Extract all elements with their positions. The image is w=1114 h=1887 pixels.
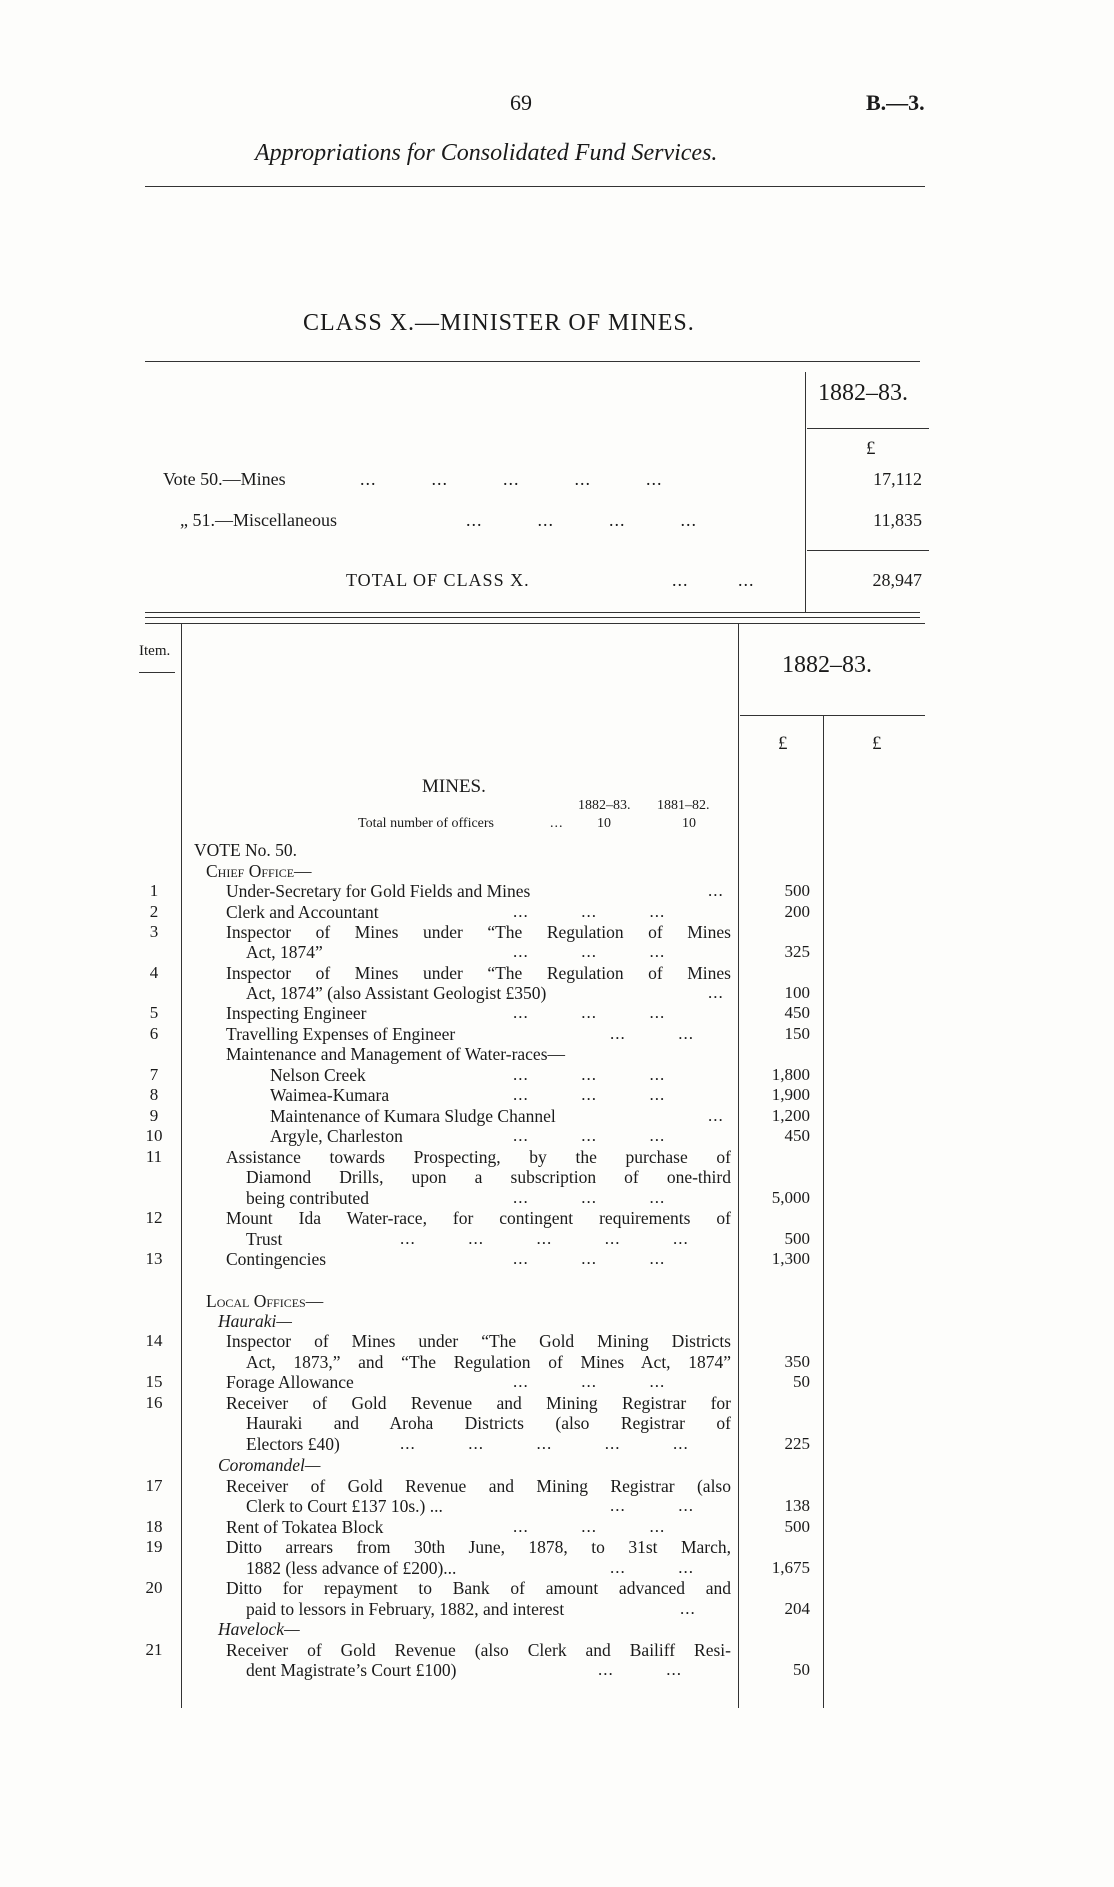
item-number: 12 bbox=[145, 1208, 163, 1227]
item-description: Under-Secretary for Gold Fields and Mines bbox=[226, 881, 531, 901]
item-number: 2 bbox=[149, 902, 159, 921]
item-number: 5 bbox=[149, 1003, 159, 1022]
item-number: 9 bbox=[149, 1106, 159, 1125]
leader-dots: ... bbox=[708, 1106, 724, 1125]
class-title: CLASS X.—MINISTER OF MINES. bbox=[303, 310, 695, 336]
item-description: Trust bbox=[246, 1229, 283, 1249]
item-description: Ditto for repayment to Bank of amount advanced and bbox=[226, 1578, 731, 1598]
section-title: MINES. bbox=[422, 776, 486, 797]
item-number: 20 bbox=[145, 1578, 163, 1597]
leader-dots: ... ... ... bbox=[513, 1065, 666, 1084]
item-description: Clerk and Accountant bbox=[226, 902, 379, 922]
item-description: Ditto arrears from 30th June, 1878, to 31st March, bbox=[226, 1537, 731, 1557]
item-description: paid to lessors in February, 1882, and interest bbox=[246, 1599, 565, 1619]
leader-dots: ... ... ... bbox=[513, 1517, 666, 1536]
leader-dots: ... ... bbox=[598, 1660, 682, 1679]
item-description: Travelling Expenses of Engineer bbox=[226, 1024, 456, 1044]
item-description: Argyle, Charleston bbox=[270, 1126, 403, 1146]
summary-top-rule bbox=[145, 361, 920, 362]
item-amount: 50 bbox=[793, 1660, 810, 1679]
item-description: Diamond Drills, upon a subscription of one-third bbox=[246, 1167, 731, 1187]
item-number: 18 bbox=[145, 1517, 163, 1536]
summary-total-rule bbox=[807, 550, 929, 551]
summary-bottom-rule bbox=[145, 612, 920, 613]
officers-year-current: 1882–83. bbox=[578, 798, 631, 813]
item-description: Clerk to Court £137 10s.) ... bbox=[246, 1496, 443, 1516]
item-number: 16 bbox=[145, 1393, 163, 1412]
leader-dots: ... ... ... bbox=[513, 942, 666, 961]
item-description: Inspector of Mines under “The Regulation of Mines bbox=[226, 963, 731, 983]
summary-currency: £ bbox=[866, 438, 876, 459]
leader-dots: ... ... ... bbox=[513, 1372, 666, 1391]
leader-dots: ... ... ... ... ... bbox=[400, 1434, 689, 1453]
item-amount: 1,200 bbox=[771, 1106, 810, 1125]
item-amount: 500 bbox=[784, 1229, 810, 1248]
item-amount: 200 bbox=[784, 902, 810, 921]
item-amount: 500 bbox=[784, 881, 810, 900]
item-description: being contributed bbox=[246, 1188, 369, 1208]
leader-dots: ... ... ... ... bbox=[466, 510, 697, 530]
item-amount: 1,675 bbox=[771, 1558, 810, 1577]
item-amount: 100 bbox=[784, 983, 810, 1002]
item-amount: 450 bbox=[784, 1126, 810, 1145]
water-races-heading: Maintenance and Management of Water-races— bbox=[226, 1044, 566, 1064]
summary-total-amount: 28,947 bbox=[872, 570, 922, 590]
item-number: 7 bbox=[149, 1065, 159, 1084]
page-number: 69 bbox=[510, 90, 532, 115]
leader-dots: ... ... bbox=[610, 1024, 694, 1043]
district-heading-coromandel: Coromandel— bbox=[218, 1455, 321, 1475]
item-number: 14 bbox=[145, 1331, 163, 1350]
summary-bottom-rule-double bbox=[145, 617, 920, 618]
item-description: dent Magistrate’s Court £100) bbox=[246, 1660, 457, 1680]
leader-dots: ... bbox=[708, 983, 724, 1002]
local-offices-heading: Local Offices— bbox=[206, 1291, 324, 1311]
officers-count-current: 10 bbox=[597, 816, 611, 831]
header-rule bbox=[145, 186, 925, 187]
item-amount: 500 bbox=[784, 1517, 810, 1536]
item-amount: 1,900 bbox=[771, 1085, 810, 1104]
leader-dots: ... ... ... bbox=[513, 1085, 666, 1104]
item-number: 8 bbox=[149, 1085, 159, 1104]
item-heading-rule bbox=[139, 672, 175, 673]
detail-heading-rule bbox=[740, 715, 925, 716]
summary-column-rule bbox=[805, 372, 806, 612]
summary-total-label: TOTAL OF CLASS X. bbox=[346, 570, 530, 590]
summary-row-label: „ 51.—Miscellaneous bbox=[180, 510, 337, 530]
item-heading: Item. bbox=[139, 643, 171, 659]
summary-year-heading: 1882–83. bbox=[818, 380, 908, 406]
item-amount: 150 bbox=[784, 1024, 810, 1043]
item-description: Hauraki and Aroha Districts (also Registrar of bbox=[246, 1413, 731, 1433]
item-amount: 1,800 bbox=[771, 1065, 810, 1084]
item-amount: 204 bbox=[784, 1599, 810, 1618]
leader-dots: ... ... bbox=[672, 570, 755, 590]
item-number: 21 bbox=[145, 1640, 163, 1659]
item-description: Rent of Tokatea Block bbox=[226, 1517, 384, 1537]
item-number: 3 bbox=[149, 922, 159, 941]
district-heading-hauraki: Hauraki— bbox=[218, 1311, 292, 1331]
leader-dots: ... ... bbox=[610, 1496, 694, 1515]
item-description: Act, 1874” (also Assistant Geologist £350) bbox=[246, 983, 547, 1003]
item-number: 19 bbox=[145, 1537, 163, 1556]
detail-amount-column-rule bbox=[738, 623, 739, 1708]
detail-top-rule bbox=[145, 623, 925, 624]
item-number: 10 bbox=[145, 1126, 163, 1145]
item-description: Assistance towards Prospecting, by the purchase of bbox=[226, 1147, 731, 1167]
leader-dots: ... ... ... ... ... bbox=[400, 1229, 689, 1248]
leader-dots: ... ... ... bbox=[513, 1249, 666, 1268]
item-description: Nelson Creek bbox=[270, 1065, 366, 1085]
item-description: Waimea-Kumara bbox=[270, 1085, 390, 1105]
leader-dots: ... ... ... bbox=[513, 902, 666, 921]
summary-row-label: Vote 50.—Mines bbox=[163, 469, 286, 489]
item-amount: 138 bbox=[784, 1496, 810, 1515]
item-amount: 1,300 bbox=[771, 1249, 810, 1268]
item-number: 17 bbox=[145, 1476, 163, 1495]
summary-row-amount: 17,112 bbox=[873, 469, 922, 489]
officers-count-previous: 10 bbox=[682, 816, 696, 831]
item-amount: 350 bbox=[784, 1352, 810, 1371]
item-number: 13 bbox=[145, 1249, 163, 1268]
item-description: Mount Ida Water-race, for contingent requirements of bbox=[226, 1208, 731, 1228]
item-number: 11 bbox=[145, 1147, 163, 1166]
item-description: Act, 1874” bbox=[246, 942, 323, 962]
item-description: Receiver of Gold Revenue and Mining Registrar for bbox=[226, 1393, 731, 1413]
leader-dots: ... bbox=[708, 881, 724, 900]
item-amount: 5,000 bbox=[771, 1188, 810, 1207]
summary-row-amount: 11,835 bbox=[873, 510, 922, 530]
item-number: 1 bbox=[149, 881, 159, 900]
item-description: Maintenance of Kumara Sludge Channel bbox=[270, 1106, 556, 1126]
item-description: 1882 (less advance of £200)... bbox=[246, 1558, 457, 1578]
leader-dots: ... ... ... bbox=[513, 1126, 666, 1145]
leader-dots: ... ... ... ... ... bbox=[360, 469, 663, 489]
item-amount: 325 bbox=[784, 942, 810, 961]
item-number: 15 bbox=[145, 1372, 163, 1391]
item-description: Forage Allowance bbox=[226, 1372, 354, 1392]
leader-dots: ... bbox=[680, 1599, 696, 1618]
leader-dots: ... ... bbox=[610, 1558, 694, 1577]
item-description: Act, 1873,” and “The Regulation of Mines Act, 1874” bbox=[246, 1352, 731, 1372]
item-amount: 450 bbox=[784, 1003, 810, 1022]
detail-currency-1: £ bbox=[778, 733, 788, 754]
leader-dots: ... ... ... bbox=[513, 1188, 666, 1207]
item-number: 6 bbox=[149, 1024, 159, 1043]
page-subtitle: Appropriations for Consolidated Fund Services. bbox=[255, 140, 718, 166]
item-description: Inspector of Mines under “The Gold Mining Districts bbox=[226, 1331, 731, 1351]
detail-currency-2: £ bbox=[872, 733, 882, 754]
item-amount: 50 bbox=[793, 1372, 810, 1391]
detail-subtotal-column-rule bbox=[823, 715, 824, 1708]
item-description: Electors £40) bbox=[246, 1434, 340, 1454]
item-number: 4 bbox=[149, 963, 159, 982]
detail-item-column-rule bbox=[181, 623, 182, 1708]
officers-label: Total number of officers bbox=[358, 816, 494, 831]
item-description: Contingencies bbox=[226, 1249, 327, 1269]
district-heading-havelock: Havelock— bbox=[218, 1619, 300, 1639]
page-reference: B.—3. bbox=[866, 90, 925, 115]
leader-dots: ... bbox=[550, 816, 564, 831]
leader-dots: ... ... ... bbox=[513, 1003, 666, 1022]
item-description: Inspector of Mines under “The Regulation of Mines bbox=[226, 922, 731, 942]
summary-heading-rule bbox=[807, 428, 929, 429]
officers-year-previous: 1881–82. bbox=[657, 798, 710, 813]
detail-year-heading: 1882–83. bbox=[782, 652, 872, 678]
item-amount: 225 bbox=[784, 1434, 810, 1453]
vote-label: VOTE No. 50. bbox=[194, 840, 298, 860]
item-description: Receiver of Gold Revenue (also Clerk and Bailiff Resi- bbox=[226, 1640, 731, 1660]
item-description: Receiver of Gold Revenue and Mining Registrar (also bbox=[226, 1476, 731, 1496]
chief-office-heading: Chief Office— bbox=[206, 861, 312, 881]
item-description: Inspecting Engineer bbox=[226, 1003, 367, 1023]
